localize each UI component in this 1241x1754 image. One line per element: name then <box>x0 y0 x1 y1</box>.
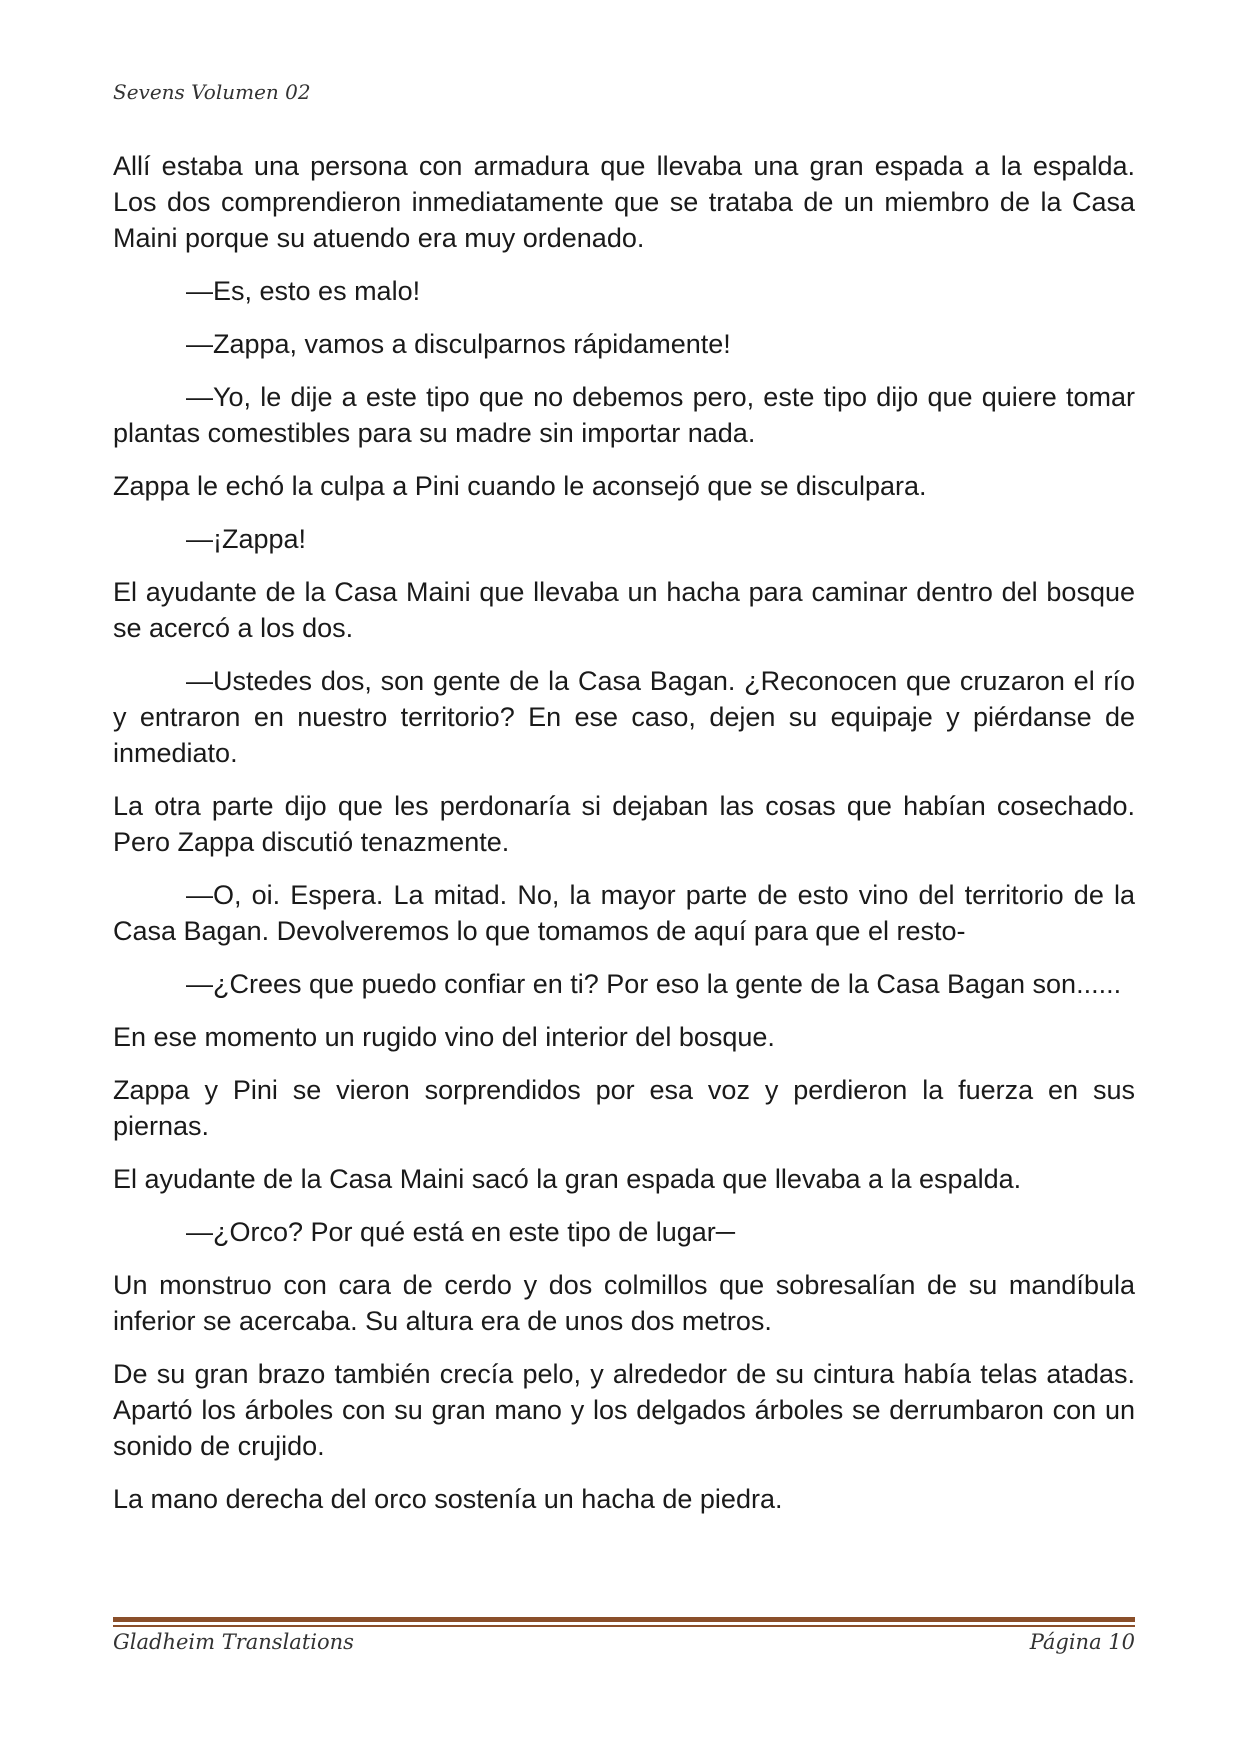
paragraph: Allí estaba una persona con armadura que llevaba una gran espada a la espalda. Los dos comprendieron inmediatamente que se trataba de un miembro de la Casa Maini porque su atuendo era muy ordenado. <box>113 151 1135 253</box>
footer-divider-thin <box>113 1625 1135 1627</box>
page-body <box>113 148 1135 1534</box>
paragraph: El ayudante de la Casa Maini sacó la gran espada que llevaba a la espalda. <box>113 1164 1022 1194</box>
footer-divider-thick <box>113 1617 1135 1622</box>
paragraph: Un monstruo con cara de cerdo y dos colmillos que sobresalían de su mandíbula inferior se acercaba. Su altura era de unos dos metros. <box>113 1270 1135 1336</box>
dialogue-line: —Es, esto es malo! <box>186 276 421 306</box>
dialogue-line: —¡Zappa! <box>186 524 307 554</box>
dialogue-line: —¿Crees que puedo confiar en ti? Por eso la gente de la Casa Bagan son...... <box>186 969 1122 999</box>
running-header-title: Sevens Volumen 02 <box>113 80 311 104</box>
dialogue-line: —Ustedes dos, son gente de la Casa Bagan. ¿Reconocen que cruzaron el río y entraron en nuestro territorio? En ese caso, dejen su equipaje y piérdanse de inmediato. <box>113 666 1135 768</box>
footer-page-number: Página 10 <box>1029 1630 1135 1654</box>
dialogue-line: —¿Orco? Por qué está en este tipo de lugar─ <box>186 1217 735 1247</box>
dialogue-line: —Yo, le dije a este tipo que no debemos pero, este tipo dijo que quiere tomar plantas comestibles para su madre sin importar nada. <box>113 382 1135 448</box>
paragraph: La otra parte dijo que les perdonaría si dejaban las cosas que habían cosechado. Pero Zappa discutió tenazmente. <box>113 791 1135 857</box>
dialogue-line: —O, oi. Espera. La mitad. No, la mayor parte de esto vino del territorio de la Casa Bagan. Devolveremos lo que tomamos de aquí para que el resto- <box>113 880 1135 946</box>
paragraph: La mano derecha del orco sostenía un hacha de piedra. <box>113 1484 783 1514</box>
paragraph: De su gran brazo también crecía pelo, y alrededor de su cintura había telas atadas. Apartó los árboles con su gran mano y los delgados árboles se derrumbaron con un sonido de crujido. <box>113 1359 1135 1461</box>
paragraph: En ese momento un rugido vino del interior del bosque. <box>113 1022 775 1052</box>
footer-translator-credit: Gladheim Translations <box>113 1630 354 1654</box>
paragraph: Zappa le echó la culpa a Pini cuando le aconsejó que se disculpara. <box>113 471 927 501</box>
paragraph: Zappa y Pini se vieron sorprendidos por esa voz y perdieron la fuerza en sus piernas. <box>113 1075 1135 1141</box>
dialogue-line: —Zappa, vamos a disculparnos rápidamente! <box>186 329 731 359</box>
paragraph: El ayudante de la Casa Maini que llevaba un hacha para caminar dentro del bosque se acercó a los dos. <box>113 577 1135 643</box>
